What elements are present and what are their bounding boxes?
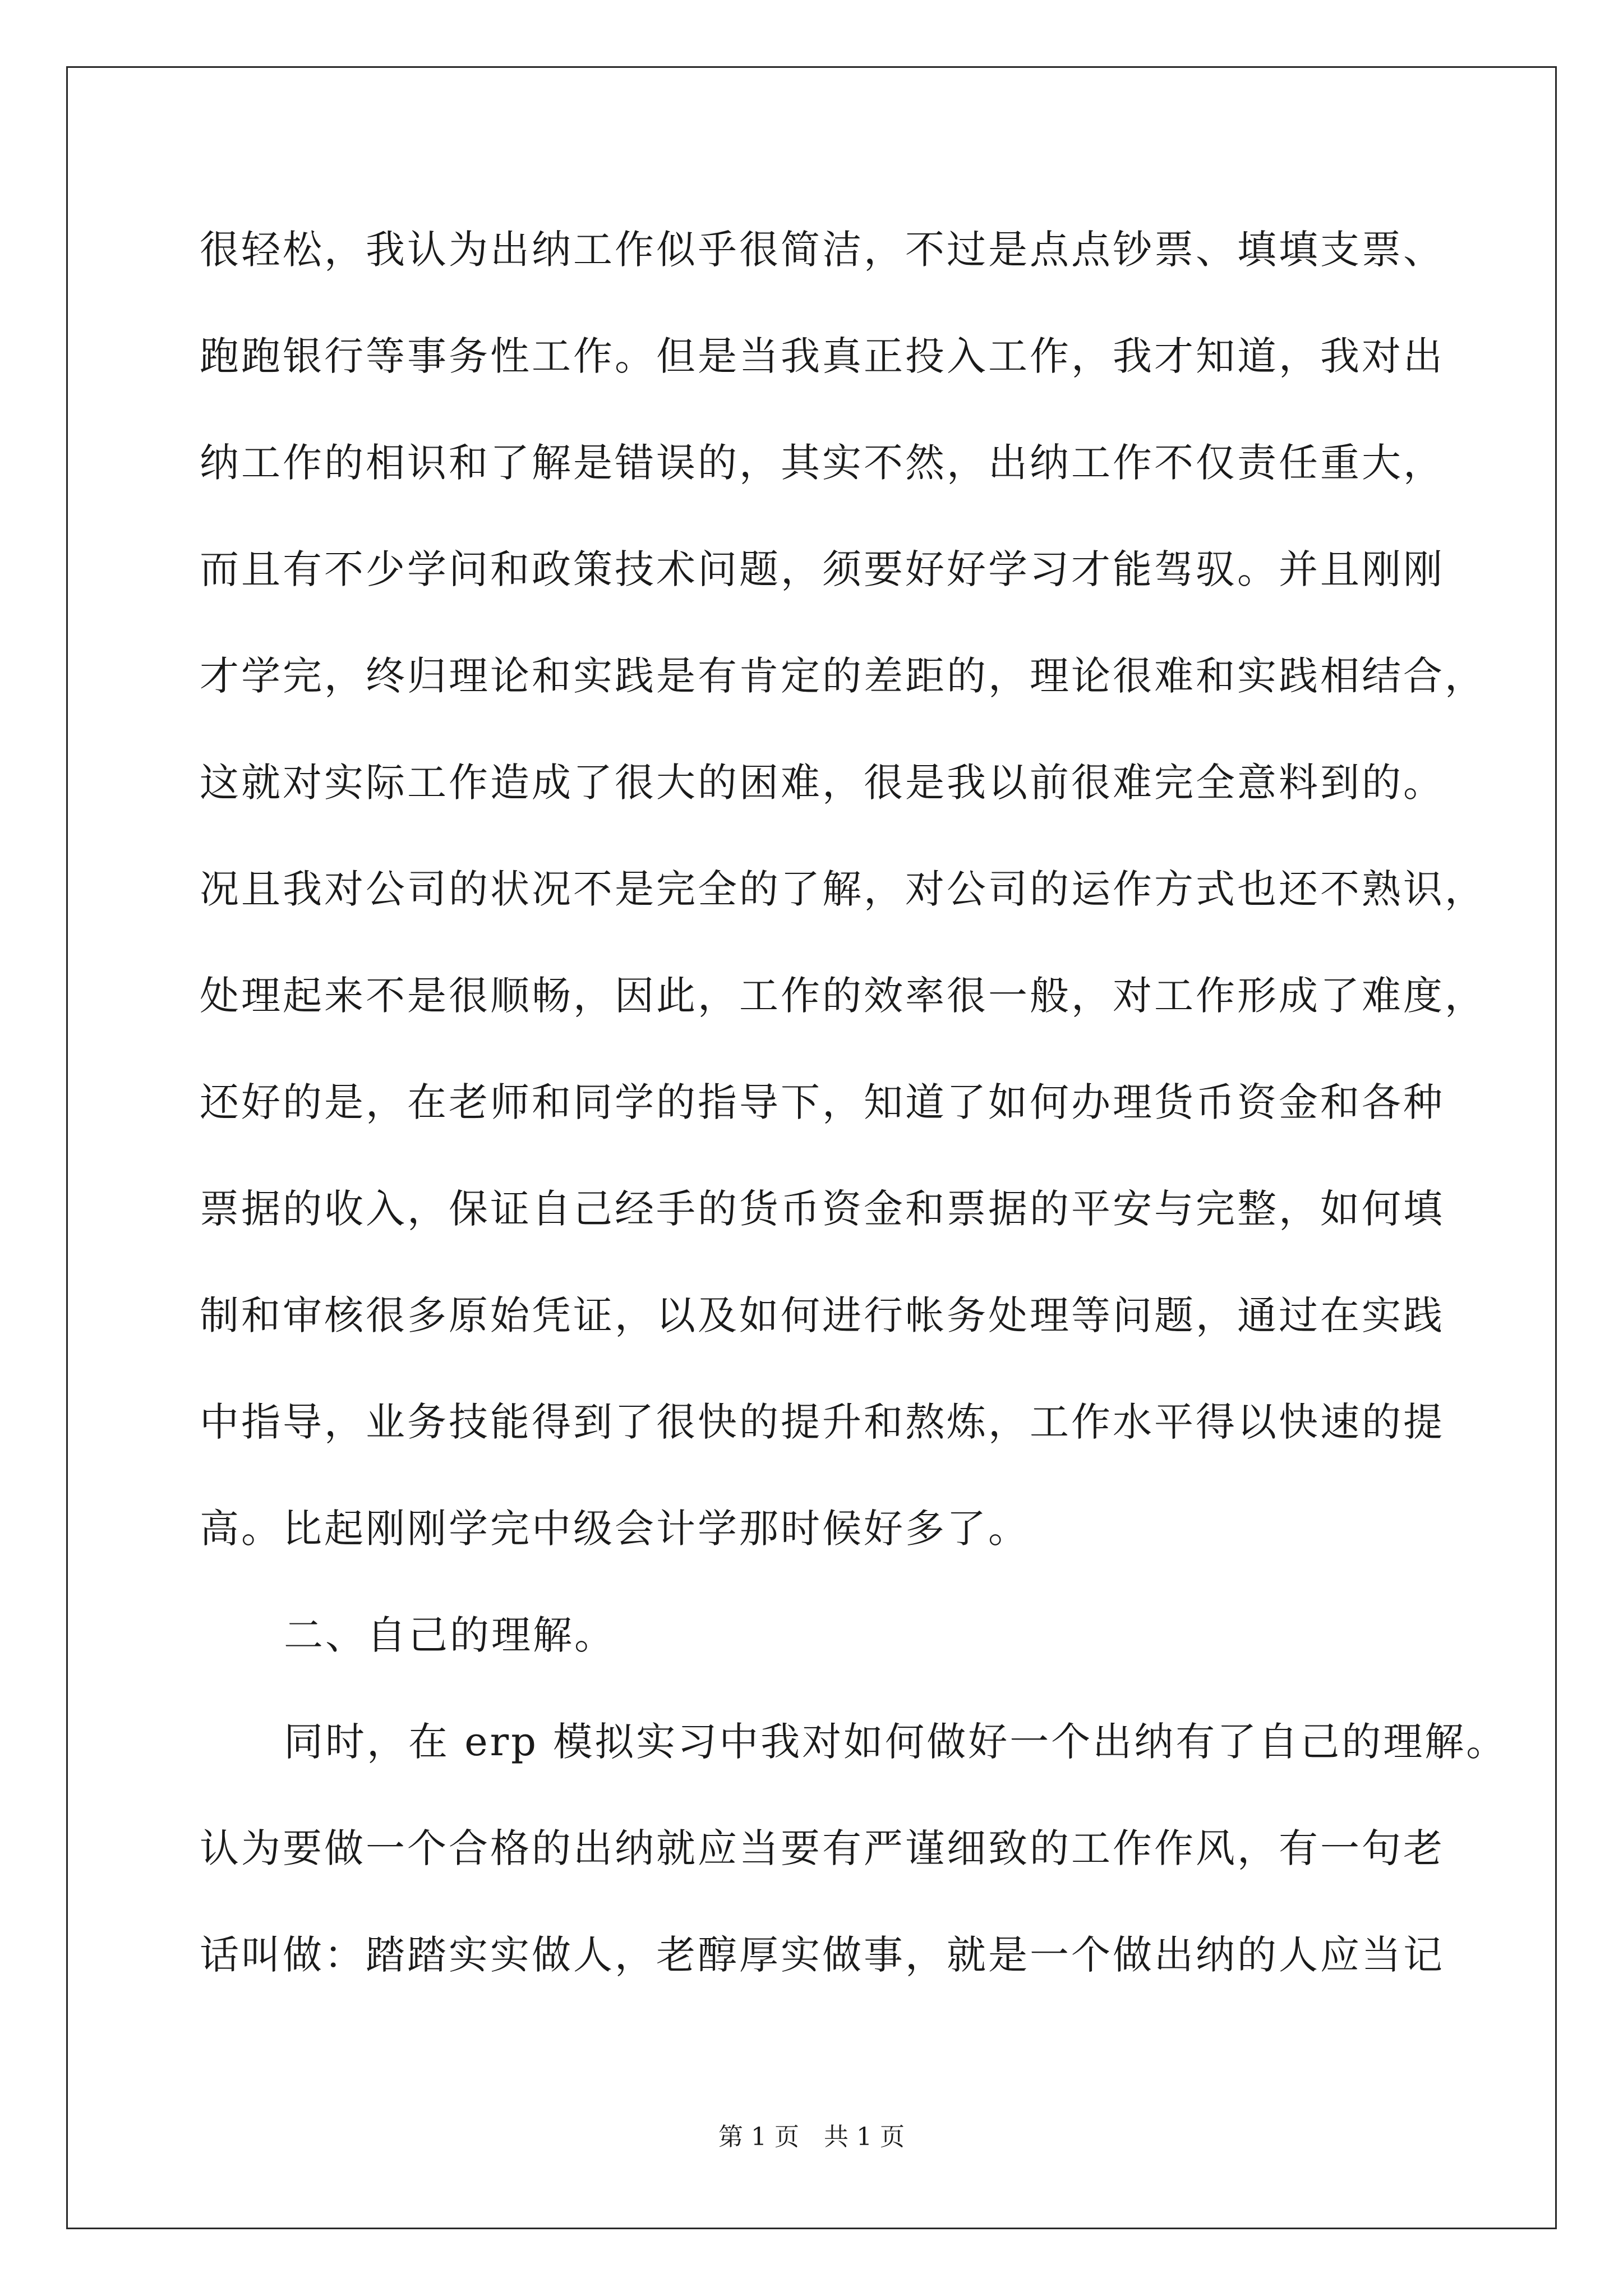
- text-line: 还好的是，在老师和同学的指导下，知道了如何办理货币资金和各种: [200, 1079, 1445, 1125]
- section-heading: 二、自己的理解。: [284, 1612, 616, 1658]
- text-line: 这就对实际工作造成了很大的困难，很是我以前很难完全意料到的。: [200, 760, 1445, 806]
- text-line: 况且我对公司的状况不是完全的了解，对公司的运作方式也还不熟识，: [200, 866, 1486, 912]
- text-line: 话叫做：踏踏实实做人，老醇厚实做事，就是一个做出纳的人应当记: [200, 1932, 1445, 1978]
- text-line: 纳工作的相识和了解是错误的，其实不然，出纳工作不仅责任重大，: [200, 440, 1445, 486]
- text-line: 而且有不少学问和政策技术问题，须要好好学习才能驾驭。并且刚刚: [200, 546, 1445, 592]
- text-line: 跑跑银行等事务性工作。但是当我真正投入工作，我才知道，我对出: [200, 333, 1445, 379]
- page-footer: [0, 2120, 1623, 2154]
- page-number-current: 第 1 页: [718, 2123, 799, 2151]
- page-number-total: 共 1 页: [824, 2123, 905, 2151]
- text-line: 很轻松，我认为出纳工作似乎很简洁，不过是点点钞票、填填支票、: [200, 227, 1445, 273]
- text-line: 才学完，终归理论和实践是有肯定的差距的，理论很难和实践相结合，: [200, 653, 1486, 699]
- text-line: 高。比起刚刚学完中级会计学那时候好多了。: [200, 1506, 1030, 1552]
- text-line: 票据的收入，保证自己经手的货币资金和票据的平安与完整，如何填: [200, 1186, 1445, 1232]
- text-line: 同时，在 erp 模拟实习中我对如何做好一个出纳有了自己的理解。: [284, 1719, 1508, 1765]
- text-line: 制和审核很多原始凭证，以及如何进行帐务处理等问题，通过在实践: [200, 1292, 1445, 1338]
- text-line: 处理起来不是很顺畅，因此，工作的效率很一般，对工作形成了难度，: [200, 973, 1486, 1019]
- text-line: 中指导，业务技能得到了很快的提升和熬炼，工作水平得以快速的提: [200, 1399, 1445, 1445]
- document-body: [200, 196, 1508, 2008]
- text-line: 认为要做一个合格的出纳就应当要有严谨细致的工作作风，有一句老: [200, 1825, 1445, 1871]
